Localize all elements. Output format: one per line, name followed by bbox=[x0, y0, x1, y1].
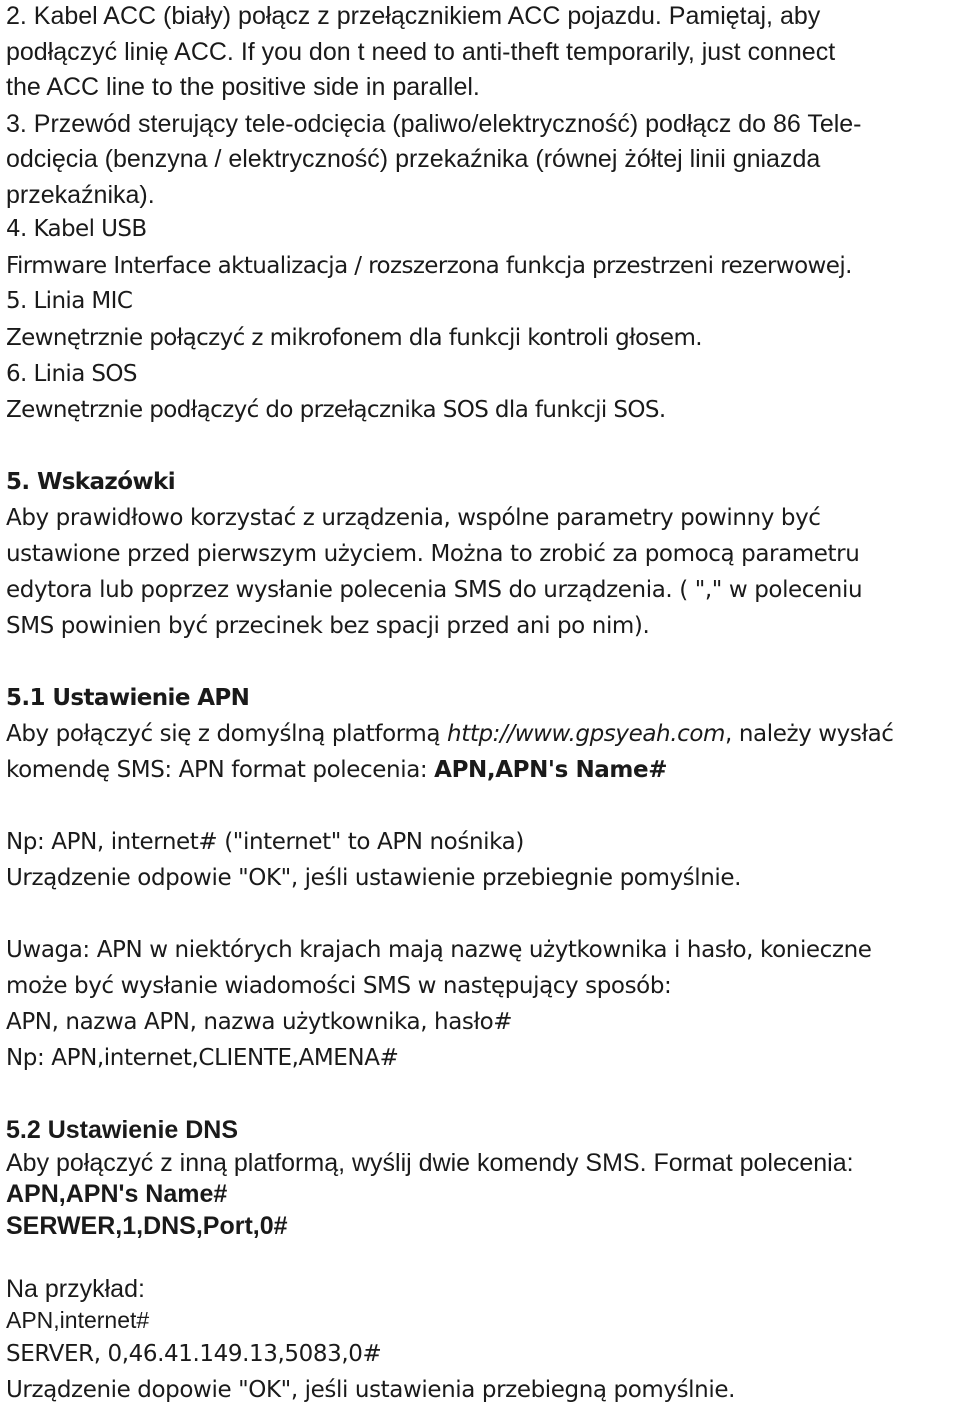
section52-cmd2: SERWER,1,DNS,Port,0# bbox=[6, 1212, 288, 1240]
section51-line1-pre: Aby połączyć się z domyślną platformą bbox=[6, 721, 448, 747]
section52-example2: SERVER, 0,46.41.149.13,5083,0# bbox=[6, 1341, 382, 1367]
section5-line1: Aby prawidłowo korzystać z urządzenia, wspólne parametry powinny być bbox=[6, 505, 821, 531]
item2-line3: the ACC line to the positive side in parallel. bbox=[6, 73, 480, 101]
section5-heading: 5. Wskazówki bbox=[6, 469, 176, 495]
section51-line2-pre: komendę SMS: APN format polecenia: bbox=[6, 757, 435, 783]
section52-line1: Aby połączyć z inną platformą, wyślij dwie komendy SMS. Format polecenia: bbox=[6, 1149, 854, 1177]
section51-line1 bbox=[6, 723, 894, 746]
section52-cmd1: APN,APN's Name# bbox=[6, 1180, 228, 1208]
section51-line2 bbox=[6, 759, 667, 782]
section52-example1: APN,internet# bbox=[6, 1307, 150, 1333]
item3-line1: 3. Przewód sterujący tele-odcięcia (paliwo/elektryczność) podłącz do 86 Tele- bbox=[6, 110, 862, 138]
section51-note4: Np: APN,internet,CLIENTE,AMENA# bbox=[6, 1045, 399, 1071]
platform-link[interactable]: http://www.gpsyeah.com bbox=[447, 721, 726, 747]
section5-line4: SMS powinien być przecinek bez spacji przed ani po nim). bbox=[6, 613, 650, 639]
section51-heading: 5.1 Ustawienie APN bbox=[6, 685, 250, 711]
section51-line1-post: , należy wysłać bbox=[725, 721, 894, 747]
section51-note3: APN, nazwa APN, nazwa użytkownika, hasło# bbox=[6, 1009, 513, 1035]
section5-line3: edytora lub poprzez wysłanie polecenia SMS do urządzenia. ( "," w poleceniu bbox=[6, 577, 863, 603]
item3-line3: przekaźnika). bbox=[6, 181, 155, 209]
item6-desc: Zewnętrznie podłączyć do przełącznika SOS dla funkcji SOS. bbox=[6, 397, 666, 423]
apn-command: APN,APN's Name# bbox=[434, 757, 668, 783]
section52-heading: 5.2 Ustawienie DNS bbox=[6, 1116, 239, 1144]
item5-desc: Zewnętrznie połączyć z mikrofonem dla funkcji kontroli głosem. bbox=[6, 325, 702, 351]
item2-line2: podłączyć linię ACC. If you don t need to anti-theft temporarily, just connect bbox=[6, 38, 836, 66]
section51-example1: Np: APN, internet# ("internet" to APN nośnika) bbox=[6, 829, 524, 855]
section51-note1: Uwaga: APN w niektórych krajach mają nazwę użytkownika i hasło, konieczne bbox=[6, 937, 872, 963]
section52-example-label: Na przykład: bbox=[6, 1275, 145, 1303]
item5-title: 5. Linia MIC bbox=[6, 288, 133, 314]
section51-example2: Urządzenie odpowie "OK", jeśli ustawienie przebiegnie pomyślnie. bbox=[6, 865, 742, 891]
section51-note2: może być wysłanie wiadomości SMS w następujący sposób: bbox=[6, 973, 672, 999]
item2-line1: 2. Kabel ACC (biały) połącz z przełącznikiem ACC pojazdu. Pamiętaj, aby bbox=[6, 2, 821, 30]
item6-title: 6. Linia SOS bbox=[6, 361, 137, 387]
section5-line2: ustawione przed pierwszym użyciem. Można to zrobić za pomocą parametru bbox=[6, 541, 860, 567]
item4-title: 4. Kabel USB bbox=[6, 216, 147, 242]
item3-line2: odcięcia (benzyna / elektryczność) przekaźnika (równej żółtej linii gniazda bbox=[6, 145, 821, 173]
item4-desc: Firmware Interface aktualizacja / rozszerzona funkcja przestrzeni rezerwowej. bbox=[6, 253, 852, 279]
section52-result: Urządzenie dopowie "OK", jeśli ustawienia przebiegną pomyślnie. bbox=[6, 1377, 735, 1403]
